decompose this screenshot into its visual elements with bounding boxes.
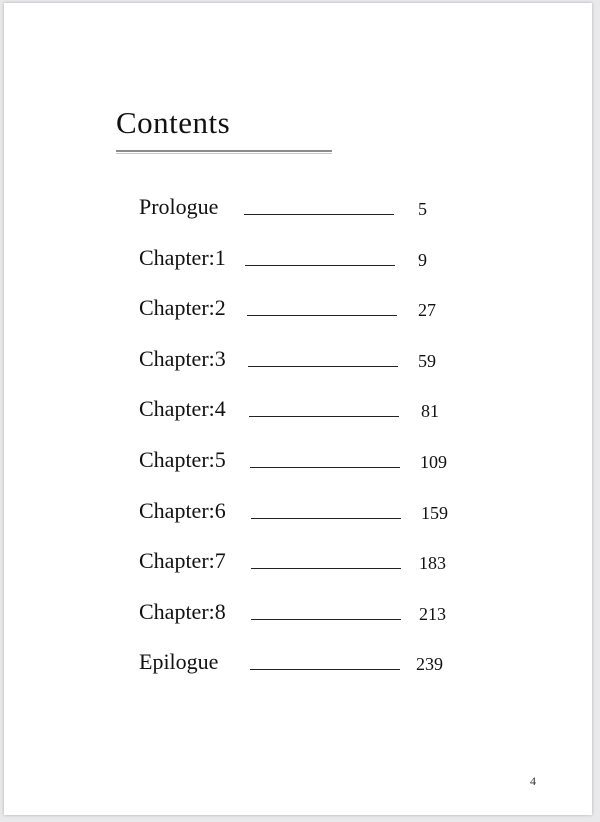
toc-entry-label: Prologue: [139, 194, 219, 219]
toc-entry-page: 183: [419, 553, 446, 574]
toc-leader-line: [244, 214, 394, 215]
toc-entry-page: 5: [418, 199, 427, 219]
toc-leader-line: [251, 568, 401, 569]
toc-entry-page: 159: [421, 502, 448, 523]
toc-entry-label: Epilogue: [139, 649, 219, 675]
document-page: [4, 3, 592, 815]
toc-entry-label: Chapter:6: [139, 497, 226, 523]
toc-entry-page: 27: [418, 300, 436, 321]
toc-entry-page: 213: [419, 603, 446, 624]
toc-leader-line: [247, 315, 397, 316]
page-title: Contents: [116, 105, 231, 140]
toc-entry-label: Chapter:8: [139, 598, 226, 624]
page-number: 4: [530, 774, 536, 788]
toc-entry-label: Chapter:4: [139, 396, 226, 422]
toc-entry-page: 9: [418, 249, 427, 270]
toc-entry-label: Chapter:2: [139, 295, 226, 321]
title-underline: [116, 150, 332, 156]
toc-entry-chapter-7: [139, 548, 459, 599]
toc-entry-page: 239: [416, 654, 443, 675]
table-of-contents: [139, 194, 459, 700]
toc-entry-label: Chapter:5: [139, 446, 226, 472]
toc-entry-page: 59: [418, 350, 436, 371]
toc-entry-chapter-2: [139, 295, 459, 346]
toc-entry-page: 81: [421, 401, 439, 422]
toc-entry-epilogue: [139, 649, 459, 700]
toc-leader-line: [251, 619, 401, 620]
title-underline-top: [116, 150, 332, 152]
toc-leader-line: [248, 366, 398, 367]
toc-leader-line: [250, 467, 400, 468]
toc-entry-chapter-5: [139, 447, 459, 498]
toc-entry-label: Chapter:3: [139, 345, 226, 371]
toc-entry-label: Chapter:1: [139, 244, 226, 270]
title-underline-bottom: [116, 153, 332, 154]
toc-entry-chapter-4: [139, 396, 459, 447]
toc-entry-chapter-8: [139, 599, 459, 650]
toc-leader-line: [250, 669, 400, 670]
toc-entry-chapter-1: [139, 245, 459, 296]
toc-entry-label: Chapter:7: [139, 548, 226, 574]
toc-entry-prologue: [139, 194, 459, 245]
toc-leader-line: [249, 416, 399, 417]
toc-entry-chapter-3: [139, 346, 459, 397]
toc-entry-page: 109: [420, 451, 447, 472]
toc-leader-line: [251, 518, 401, 519]
toc-leader-line: [245, 265, 395, 266]
toc-entry-chapter-6: [139, 498, 459, 549]
